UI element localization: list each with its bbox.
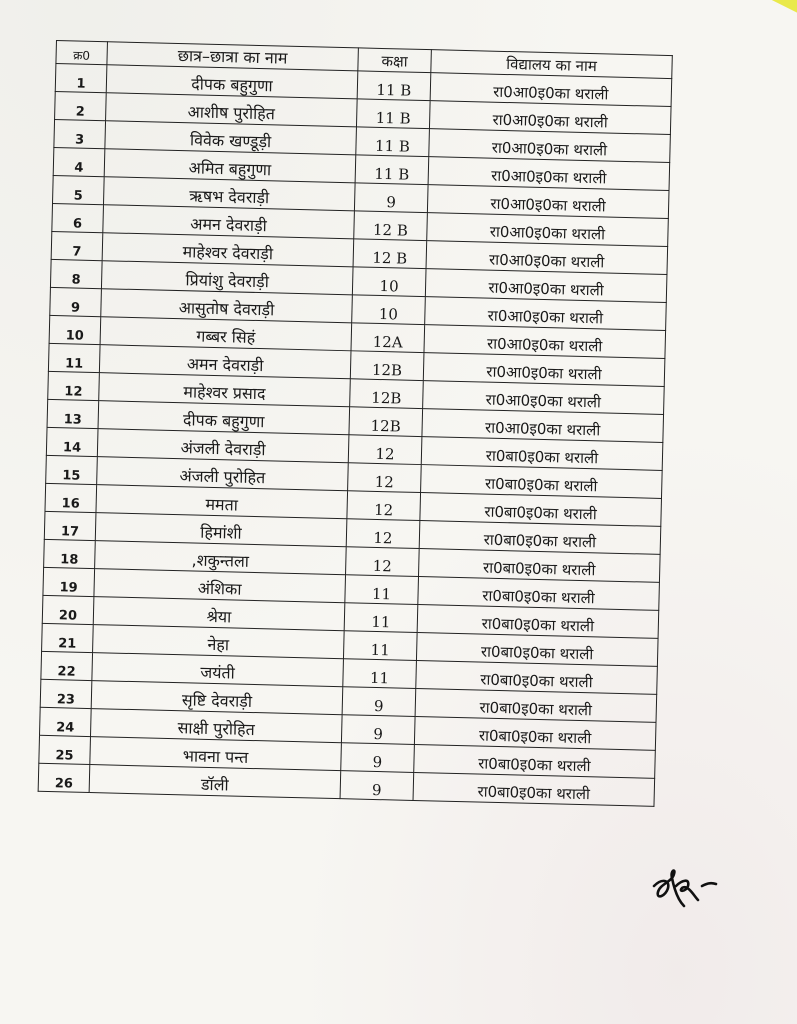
class-cell: 12 [346, 547, 420, 577]
serial-number-cell: 26 [38, 763, 90, 792]
student-name-cell: श्रेया [93, 597, 345, 631]
school-name-cell: रा0बा0इ0का थराली [421, 437, 663, 471]
header-school-name: विद्यालय का नाम [431, 50, 672, 79]
student-name-cell: अमन देवराड़ी [103, 205, 355, 239]
serial-number-cell: 14 [46, 427, 98, 456]
class-cell: 11 B [356, 99, 430, 129]
header-serial-number: क्र0 [56, 41, 108, 65]
class-cell: 11 [343, 631, 417, 661]
student-name-cell: गब्बर सिहं [100, 317, 352, 351]
class-cell: 10 [352, 295, 426, 325]
class-cell: 9 [342, 687, 416, 717]
class-cell: 10 [352, 267, 426, 297]
handwritten-signature [648, 856, 738, 926]
student-name-cell: अमित बहुगुणा [104, 149, 356, 183]
header-class: कक्षा [358, 48, 432, 73]
serial-number-cell: 4 [53, 147, 105, 176]
serial-number-cell: 19 [43, 567, 95, 596]
student-name-cell: नेहा [93, 625, 345, 659]
serial-number-cell: 18 [44, 539, 96, 568]
class-cell: 12 [348, 435, 422, 465]
school-name-cell: रा0आ0इ0का थराली [426, 241, 668, 275]
school-name-cell: रा0आ0इ0का थराली [423, 353, 665, 387]
class-cell: 12B [349, 407, 423, 437]
student-name-cell: अंजली देवराड़ी [97, 429, 349, 463]
serial-number-cell: 10 [49, 315, 101, 344]
school-name-cell: रा0बा0इ0का थराली [416, 633, 658, 667]
serial-number-cell: 2 [55, 91, 107, 120]
school-name-cell: रा0बा0इ0का थराली [420, 493, 662, 527]
serial-number-cell: 22 [41, 651, 93, 680]
class-cell: 11 [344, 603, 418, 633]
class-cell: 12 B [354, 211, 428, 241]
class-cell: 12 [347, 491, 421, 521]
school-name-cell: रा0बा0इ0का थराली [421, 465, 663, 499]
school-name-cell: रा0बा0इ0का थराली [419, 521, 661, 555]
student-name-cell: प्रियांशु देवराड़ी [101, 261, 353, 295]
class-cell: 11 B [356, 127, 430, 157]
school-name-cell: रा0आ0इ0का थराली [429, 101, 671, 135]
school-name-cell: रा0आ0इ0का थराली [427, 213, 669, 247]
class-cell: 12 B [353, 239, 427, 269]
student-list-table [38, 40, 673, 807]
school-name-cell: रा0बा0इ0का थराली [414, 744, 656, 778]
student-name-cell: भावना पन्त [90, 737, 342, 771]
student-name-cell: अंशिका [94, 569, 346, 603]
class-cell: 11 B [355, 155, 429, 185]
serial-number-cell: 6 [52, 203, 104, 232]
student-name-cell: डॉली [89, 765, 341, 799]
student-name-cell: आशीष पुरोहित [106, 93, 358, 127]
class-cell: 11 B [357, 71, 431, 101]
serial-number-cell: 25 [39, 735, 91, 764]
school-name-cell: रा0बा0इ0का थराली [413, 772, 655, 806]
serial-number-cell: 7 [51, 231, 103, 260]
student-name-cell: अंजली पुरोहित [97, 457, 349, 491]
serial-number-cell: 16 [45, 483, 97, 512]
table-body [38, 64, 672, 807]
student-name-cell: ऋषभ देवराड़ी [103, 177, 355, 211]
serial-number-cell: 20 [42, 595, 94, 624]
student-name-cell: ममता [96, 485, 348, 519]
class-cell: 12 [346, 519, 420, 549]
student-name-cell: दीपक बहुगुणा [106, 65, 358, 99]
student-name-cell: माहेश्वर प्रसाद [99, 373, 351, 407]
student-name-cell: विवेक खण्डूड़ी [105, 121, 357, 155]
school-name-cell: रा0बा0इ0का थराली [415, 688, 657, 722]
student-name-cell: दीपक बहुगुणा [98, 401, 350, 435]
student-name-cell: हिमांशी [95, 513, 347, 547]
school-name-cell: रा0बा0इ0का थराली [418, 577, 660, 611]
class-cell: 9 [340, 771, 414, 801]
school-name-cell: रा0आ0इ0का थराली [425, 297, 667, 331]
student-name-cell: अमन देवराड़ी [99, 345, 351, 379]
serial-number-cell: 17 [44, 511, 96, 540]
class-cell: 12B [350, 351, 424, 381]
serial-number-cell: 1 [55, 64, 107, 93]
class-cell: 12A [351, 323, 425, 353]
school-name-cell: रा0आ0इ0का थराली [429, 129, 671, 163]
student-name-cell: माहेश्वर देवराड़ी [102, 233, 354, 267]
school-name-cell: रा0बा0इ0का थराली [417, 605, 659, 639]
class-cell: 12 [348, 463, 422, 493]
school-name-cell: रा0आ0इ0का थराली [427, 185, 669, 219]
serial-number-cell: 8 [50, 259, 102, 288]
student-name-cell: ,शकुन्तला [95, 541, 347, 575]
serial-number-cell: 12 [48, 371, 100, 400]
class-cell: 11 [343, 659, 417, 689]
serial-number-cell: 5 [53, 175, 105, 204]
class-cell: 9 [354, 183, 428, 213]
student-name-cell: आसुतोष देवराड़ी [101, 289, 353, 323]
student-name-cell: साक्षी पुरोहित [90, 709, 342, 743]
header-student-name: छात्र–छात्रा का नाम [107, 42, 358, 71]
school-name-cell: रा0आ0इ0का थराली [424, 325, 666, 359]
serial-number-cell: 11 [48, 343, 100, 372]
serial-number-cell: 15 [46, 455, 98, 484]
student-name-cell: जयंती [92, 653, 344, 687]
serial-number-cell: 24 [40, 707, 92, 736]
serial-number-cell: 9 [50, 287, 102, 316]
school-name-cell: रा0बा0इ0का थराली [414, 716, 656, 750]
school-name-cell: रा0आ0इ0का थराली [430, 73, 672, 107]
school-name-cell: रा0बा0इ0का थराली [418, 549, 660, 583]
student-name-cell: सृष्टि देवराड़ी [91, 681, 343, 715]
school-name-cell: रा0आ0इ0का थराली [423, 381, 665, 415]
school-name-cell: रा0आ0इ0का थराली [428, 157, 670, 191]
class-cell: 11 [345, 575, 419, 605]
class-cell: 9 [341, 743, 415, 773]
school-name-cell: रा0आ0इ0का थराली [425, 269, 667, 303]
school-name-cell: रा0आ0इ0का थराली [422, 409, 664, 443]
class-cell: 9 [341, 715, 415, 745]
class-cell: 12B [350, 379, 424, 409]
serial-number-cell: 23 [40, 679, 92, 708]
serial-number-cell: 13 [47, 399, 99, 428]
serial-number-cell: 3 [54, 119, 106, 148]
student-list-table-wrapper [38, 40, 668, 807]
school-name-cell: रा0बा0इ0का थराली [416, 660, 658, 694]
serial-number-cell: 21 [42, 623, 94, 652]
